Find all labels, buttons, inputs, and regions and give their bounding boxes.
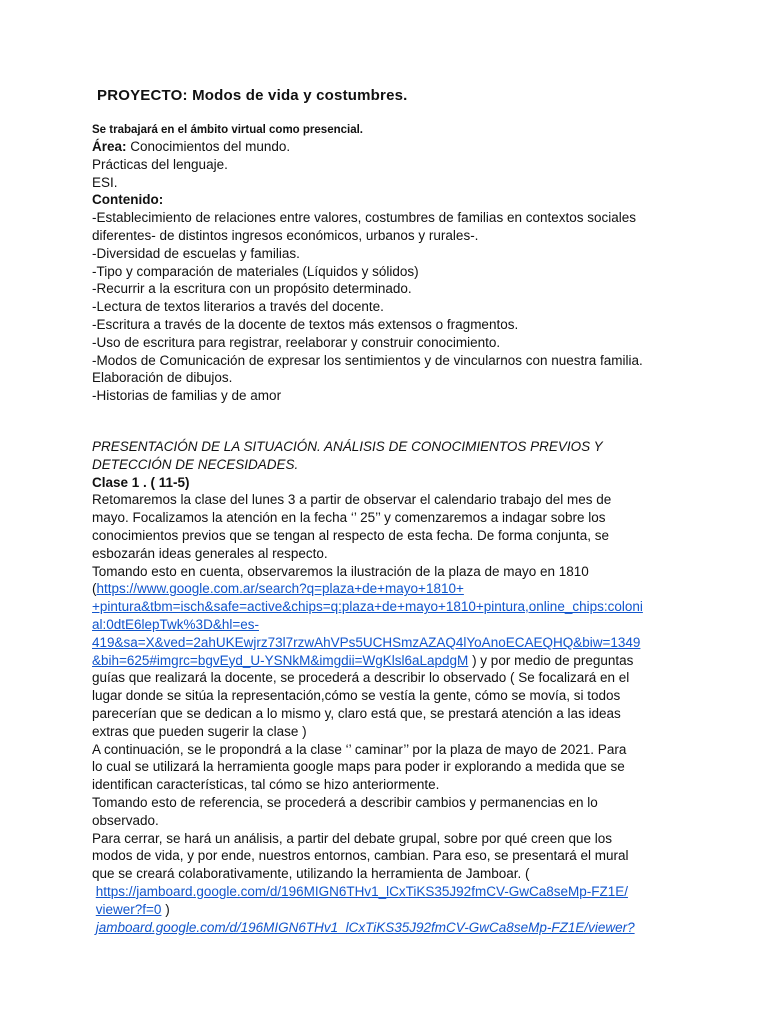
- contenido-line: diferentes- de distintos ingresos económicos, urbanos y rurales-.: [92, 227, 479, 243]
- paragraph-line: identifican características, tal cómo se hizo anteriormente.: [92, 777, 440, 793]
- google-search-link-cont[interactable]: al:0dtE6lepTwk%3D&hl=es-: [92, 616, 259, 632]
- paren-close: ): [161, 901, 170, 917]
- paragraph-line: extras que pueden sugerir la clase ): [92, 723, 307, 739]
- paragraph-line: Tomando esto de referencia, se procederá a describir cambios y permanencias en lo: [92, 794, 598, 810]
- area-item: Prácticas del lenguaje.: [92, 156, 228, 172]
- contenido-line: -Lectura de textos literarios a través del docente.: [92, 299, 384, 315]
- google-search-link-cont[interactable]: +pintura&tbm=isch&safe=active&chips=q:plaza+de+mayo+1810+pintura,online_chips:coloni: [92, 599, 643, 615]
- paragraph-text: ) y por medio de preguntas: [468, 652, 634, 668]
- paragraph-line: parecerían que se dedican a lo mismo y, claro está que, se prestará atención a las ideas: [92, 705, 621, 721]
- contenido-line: -Historias de familias y de amor: [92, 388, 282, 404]
- paragraph-line: lo cual se utilizará la herramienta google maps para poder ir explorando a medida que se: [92, 759, 625, 775]
- contenido-label: Contenido:: [92, 192, 164, 208]
- contenido-line: -Establecimiento de relaciones entre valores, costumbres de familias en contextos sociales: [92, 210, 637, 226]
- paragraph-line: lugar donde se sitúa la representación,cómo se vestía la gente, cómo se movía, si todos: [92, 688, 621, 704]
- contenido-line: -Modos de Comunicación de expresar los sentimientos y de vincularnos con nuestra familia.: [92, 352, 643, 368]
- clase-title: Clase 1 . ( 11-5): [92, 474, 190, 490]
- contenido-line: Elaboración de dibujos.: [92, 370, 233, 386]
- clase-section: [92, 438, 682, 936]
- google-search-link-cont[interactable]: &bih=625#imgrc=bgvEyd_U-YSNkM&imgdii=WgKlsl6aLapdgM: [92, 652, 469, 668]
- paragraph-line: modos de vida, y por ende, nuestros entornos, cambian. Para eso, se presentará el mural: [92, 848, 629, 864]
- contenido-line: -Uso de escritura para registrar, reelaborar y construir conocimiento.: [92, 334, 501, 350]
- contenido-line: -Recurrir a la escritura con un propósito determinado.: [92, 281, 412, 297]
- area-label: Área:: [92, 139, 127, 154]
- area-section: [92, 138, 682, 405]
- paragraph-line: Retomaremos la clase del lunes 3 a partir de observar el calendario trabajo del mes de: [92, 492, 612, 508]
- area-item: Conocimientos del mundo.: [126, 139, 291, 154]
- area-item: ESI.: [92, 174, 118, 190]
- jamboard-link[interactable]: https://jamboard.google.com/d/196MIGN6THv1_lCxTiKS35J92fmCV-GwCa8seMp-FZ1E/: [95, 883, 628, 899]
- paren-open: (: [92, 581, 97, 597]
- paragraph-line: guías que realizará la docente, se procederá a describir lo observado ( Se focalizará en el: [92, 670, 630, 686]
- google-search-link-cont[interactable]: 419&sa=X&ved=2ahUKEwjrz73l7rzwAhVPs5UCHSmzAZAQ4lYoAnoECAEQHQ&biw=1349: [92, 634, 641, 650]
- contenido-line: -Escritura a través de la docente de textos más extensos o fragmentos.: [92, 316, 519, 332]
- contenido-line: -Tipo y comparación de materiales (Líquidos y sólidos): [92, 263, 419, 279]
- paragraph-line: esbozarán ideas generales al respecto.: [92, 545, 328, 561]
- paragraph-line: observado.: [92, 812, 159, 828]
- paragraph-line: que se creará colaborativamente, utilizando la herramienta de Jamboar. (: [92, 866, 530, 882]
- paragraph-line: Tomando esto en cuenta, observaremos la ilustración de la plaza de mayo en 1810: [92, 563, 589, 579]
- section-heading: DETECCIÓN DE NECESIDADES.: [92, 456, 299, 472]
- paragraph-line: conocimientos previos que se tengan al respecto de esta fecha. De forma conjunta, se: [92, 527, 610, 543]
- google-search-link[interactable]: https://www.google.com.ar/search?q=plaza+de+mayo+1810+: [96, 581, 464, 597]
- jamboard-short-link[interactable]: jamboard.google.com/d/196MIGN6THv1_lCxTiKS35J92fmCV-GwCa8seMp-FZ1E/viewer?: [95, 919, 635, 935]
- modality-note: Se trabajará en el ámbito virtual como presencial.: [92, 124, 363, 136]
- paragraph-line: mayo. Focalizamos la atención en la fecha ‘’ 25’’ y comenzaremos a indagar sobre los: [92, 510, 606, 526]
- contenido-line: -Diversidad de escuelas y familias.: [92, 245, 300, 261]
- paragraph-line: Para cerrar, se hará un análisis, a partir del debate grupal, sobre por qué creen que los: [92, 830, 613, 846]
- paragraph-line: A continuación, se le propondrá a la clase ‘’ caminar’’ por la plaza de mayo de 2021. Para: [92, 741, 627, 757]
- jamboard-link-cont[interactable]: viewer?f=0: [95, 901, 162, 917]
- section-heading: PRESENTACIÓN DE LA SITUACIÓN. ANÁLISIS DE CONOCIMIENTOS PREVIOS Y: [92, 439, 603, 454]
- project-title: PROYECTO: Modos de vida y costumbres.: [97, 87, 408, 104]
